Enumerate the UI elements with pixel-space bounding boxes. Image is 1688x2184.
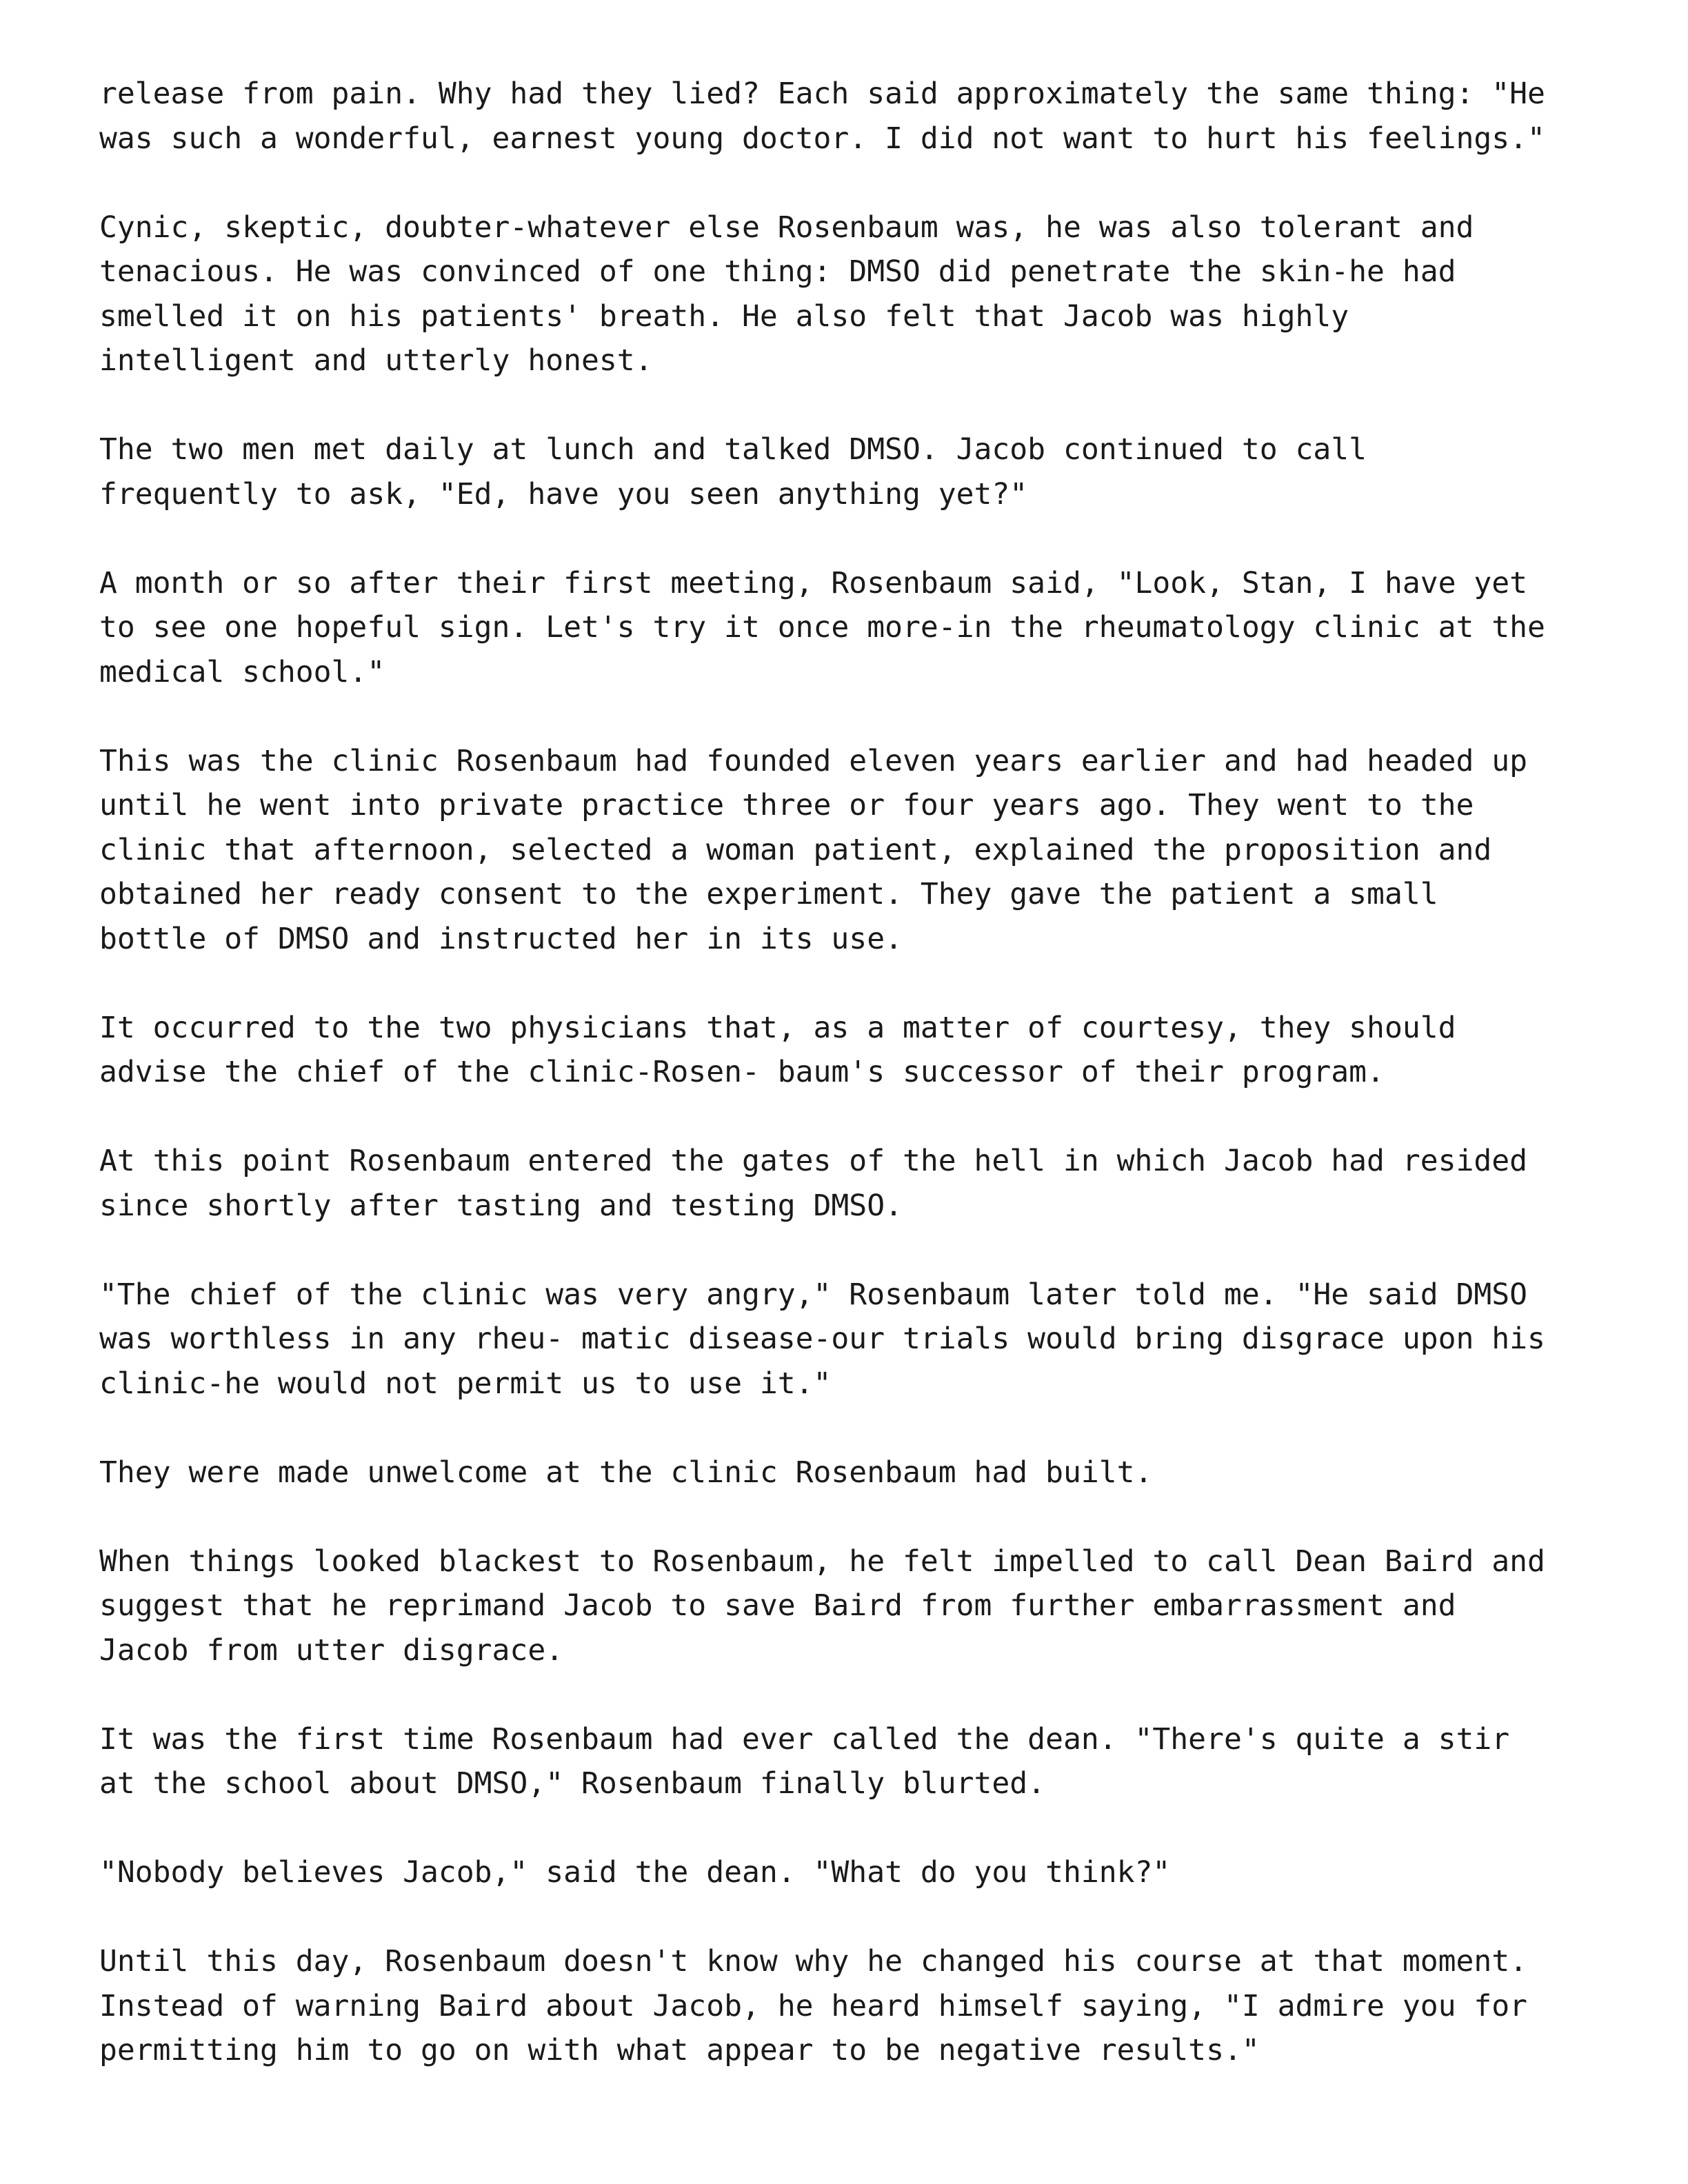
text-line: frequently to ask, "Ed, have you seen anything yet?": [99, 476, 1028, 512]
text-line: This was the clinic Rosenbaum had founded eleven years earlier and had headed up: [99, 743, 1528, 778]
text-line: "Nobody believes Jacob," said the dean. "What do you think?": [99, 1855, 1171, 1890]
paragraph-5: [99, 739, 1602, 962]
paragraph-1: [99, 72, 1602, 161]
paragraph-4: [99, 561, 1602, 695]
text-line: advise the chief of the clinic-Rosen- baum's successor of their program.: [99, 1055, 1385, 1089]
text-line: to see one hopeful sign. Let's try it once more-in the rheumatology clinic at the: [99, 610, 1545, 645]
text-line: was such a wonderful, earnest young doctor. I did not want to hurt his feelings.": [99, 121, 1545, 156]
document-page: [99, 72, 1602, 2117]
paragraph-3: [99, 427, 1602, 516]
paragraph-6: [99, 1006, 1602, 1095]
text-line: At this point Rosenbaum entered the gates of the hell in which Jacob had resided: [99, 1144, 1528, 1178]
paragraph-11: [99, 1717, 1602, 1806]
text-line: permitting him to go on with what appear to be negative results.": [99, 2033, 1260, 2067]
text-line: Jacob from utter disgrace.: [99, 1632, 564, 1668]
text-line: The two men met daily at lunch and talked DMSO. Jacob continued to call: [99, 432, 1367, 467]
text-line: It was the first time Rosenbaum had ever called the dean. "There's quite a stir: [99, 1721, 1510, 1757]
text-line: A month or so after their first meeting, Rosenbaum said, "Look, Stan, I have yet: [99, 565, 1528, 600]
text-line: smelled it on his patients' breath. He also felt that Jacob was highly: [99, 299, 1349, 334]
text-line: obtained her ready consent to the experiment. They gave the patient a small: [99, 877, 1438, 911]
text-line: until he went into private practice three or four years ago. They went to the: [99, 788, 1474, 822]
text-line: since shortly after tasting and testing DMSO.: [99, 1188, 903, 1223]
text-line: When things looked blackest to Rosenbaum, he felt impelled to call Dean Baird and: [99, 1544, 1545, 1579]
text-line: suggest that he reprimand Jacob to save Baird from further embarrassment and: [99, 1588, 1456, 1623]
paragraph-8: [99, 1273, 1602, 1406]
text-line: at the school about DMSO," Rosenbaum finally blurted.: [99, 1766, 1046, 1801]
paragraph-12: [99, 1850, 1602, 1895]
text-line: Cynic, skeptic, doubter-whatever else Rosenbaum was, he was also tolerant and: [99, 210, 1474, 245]
paragraph-10: [99, 1539, 1602, 1673]
text-line: They were made unwelcome at the clinic Rosenbaum had built.: [99, 1455, 1153, 1490]
text-line: medical school.": [99, 654, 385, 689]
paragraph-9: [99, 1450, 1602, 1495]
paragraph-13: [99, 1939, 1602, 2073]
text-line: clinic that afternoon, selected a woman patient, explained the proposition and: [99, 832, 1492, 867]
text-line: "The chief of the clinic was very angry," Rosenbaum later told me. "He said DMSO: [99, 1277, 1528, 1312]
text-line: Until this day, Rosenbaum doesn't know why he changed his course at that moment.: [99, 1944, 1528, 1979]
paragraph-7: [99, 1139, 1602, 1228]
text-line: tenacious. He was convinced of one thing: DMSO did penetrate the skin-he had: [99, 254, 1456, 289]
text-line: Instead of warning Baird about Jacob, he heard himself saying, "I admire you for: [99, 1988, 1528, 2023]
text-line: clinic-he would not permit us to use it.": [99, 1366, 832, 1401]
paragraph-2: [99, 205, 1602, 383]
text-line: bottle of DMSO and instructed her in its use.: [99, 921, 903, 956]
text-line: intelligent and utterly honest.: [99, 343, 653, 378]
text-line: was worthless in any rheu- matic disease-our trials would bring disgrace upon his: [99, 1322, 1545, 1356]
text-line: release from pain. Why had they lied? Each said approximately the same thing: "He: [99, 77, 1545, 111]
text-line: It occurred to the two physicians that, as a matter of courtesy, they should: [99, 1010, 1456, 1045]
